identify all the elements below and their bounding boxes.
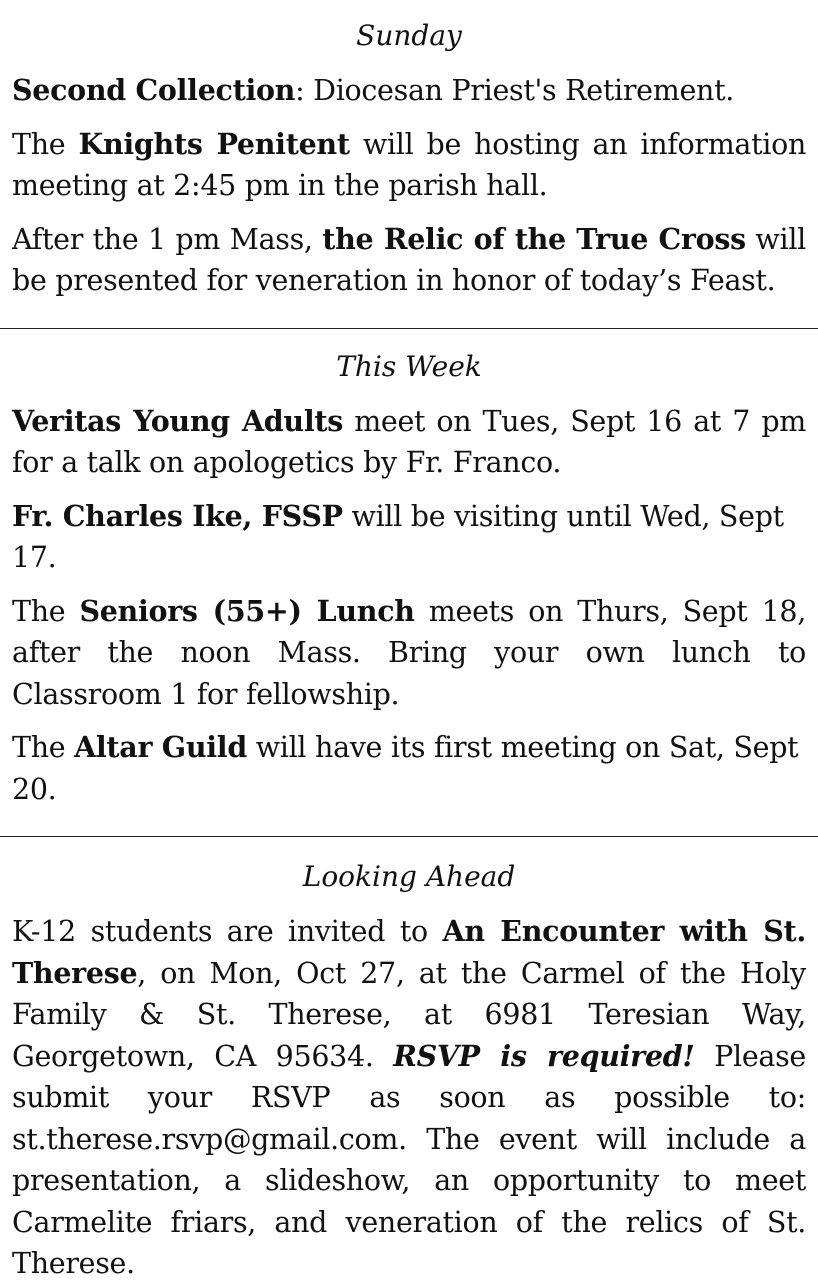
veritas-name: Veritas Young Adults (12, 403, 343, 438)
st-therese-encounter-notice: K-12 students are invited to An Encounter with St. Therese, on Mon, Oct 27, at the Carmel of the Holy Family & St. Therese, at 6981 Teresian Way, Georgetown, CA 95634. RSVP is required! Please submit your RSVP as soon as possible to: st.therese.rsvp@gmail.com. The event will include a presentation, a slideshow, an opportunity to meet Carmelite friars, and veneration of the relics of St. Therese. (12, 914, 807, 1280)
true-cross-relic-notice: After the 1 pm Mass, the Relic of the True Cross will be presented for veneration in honor of today’s Feast. (12, 221, 806, 297)
second-collection-notice: Second Collection: Diocesan Priest's Retirement. (12, 73, 734, 107)
altar-guild-notice: The Altar Guild will have its first meeting on Sat, Sept 20. (12, 730, 799, 806)
knights-penitent-notice: The Knights Penitent will be hosting an information meeting at 2:45 pm in the parish hall. (12, 126, 807, 202)
looking-ahead-heading: Looking Ahead (302, 860, 516, 893)
veritas-notice: Veritas Young Adults meet on Tues, Sept 16 at 7 pm for a talk on apologetics by Fr. Franco. (12, 403, 806, 479)
fr-ike-name: Fr. Charles Ike, FSSP (12, 498, 343, 533)
second-collection-label: Second Collection (12, 73, 296, 107)
seniors-lunch-notice: The Seniors (55+) Lunch meets on Thurs, Sept 18, after the noon Mass. Bring your own lunch to Classroom 1 for fellowship. (12, 593, 806, 711)
this-week-section (0, 329, 818, 811)
knights-penitent-name: Knights Penitent (78, 126, 350, 161)
true-cross-relic-name: the Relic of the True Cross (322, 221, 746, 256)
rsvp-required-note: RSVP is required! (393, 1038, 695, 1073)
fr-ike-notice: Fr. Charles Ike, FSSP will be visiting until Wed, Sept 17. (12, 498, 784, 574)
sunday-heading: Sunday (356, 19, 462, 52)
this-week-heading: This Week (336, 349, 482, 383)
seniors-lunch-name: Seniors (55+) Lunch (79, 593, 415, 628)
looking-ahead-section (0, 837, 818, 1285)
altar-guild-name: Altar Guild (74, 730, 247, 764)
sunday-section (0, 0, 818, 302)
st-therese-encounter-name: An Encounter with St. Therese (12, 914, 807, 990)
